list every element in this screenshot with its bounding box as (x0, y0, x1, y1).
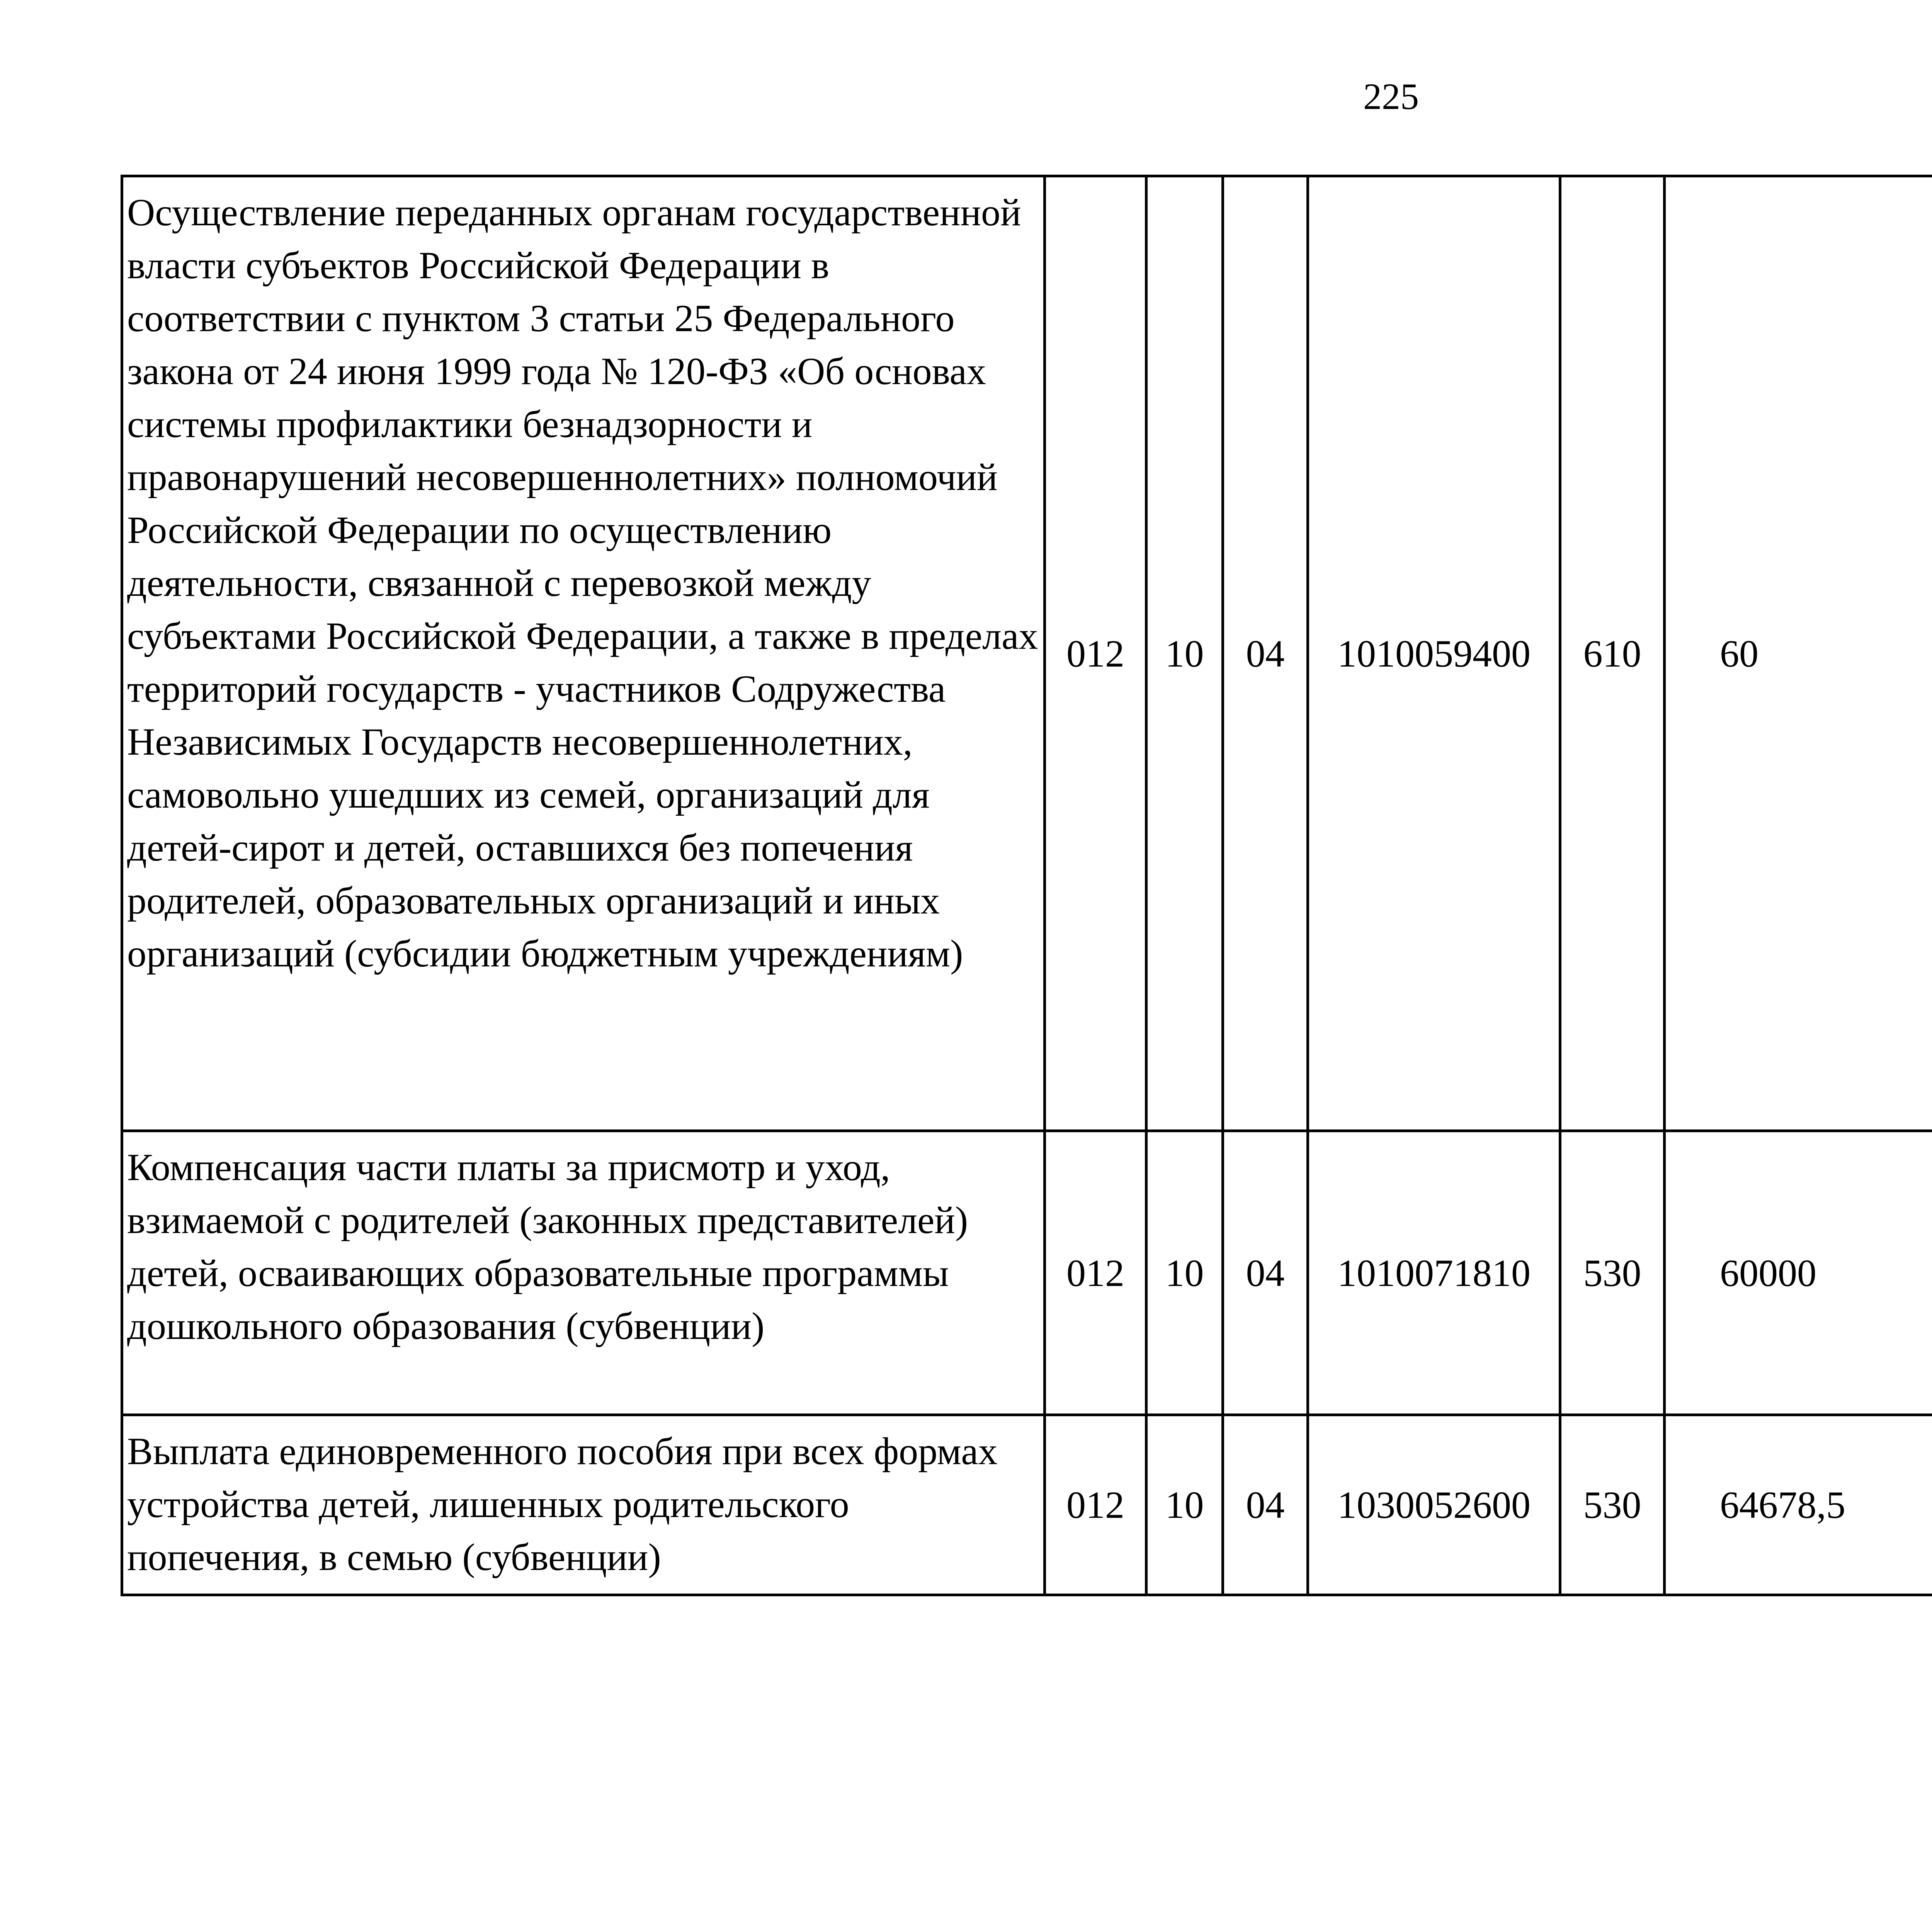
page-number: 225 (1363, 76, 1419, 117)
subsection-code: 04 (1223, 176, 1308, 1131)
ministry-code: 012 (1045, 1415, 1146, 1595)
row-description: Осуществление переданных органам государственной власти субъектов Российской Федерации в соответствии с пунктом 3 статьи 25 Федерального закона от 24 июня 1999 года № 120-ФЗ «Об основах системы профилактики безнадзорности и правонарушений несовершеннолетних» полномочий Российской Федерации по осуществлению деятельности, связанной с перевозкой между субъектами Российской Федерации, а также в пределах территорий государств - участников Содружества Независимых Государств несовершеннолетних, самовольно ушедших из семей, организаций для детей-сирот и детей, оставшихся без попечения родителей, образовательных организаций и иных организаций (субсидии бюджетным учреждениям) (122, 176, 1045, 1131)
expense-type-code: 610 (1560, 176, 1665, 1131)
target-article-code: 1010071810 (1308, 1131, 1560, 1415)
amount-year-1: 60 (1665, 176, 1932, 1131)
table-row (122, 1131, 1932, 1415)
subsection-code: 04 (1223, 1415, 1308, 1595)
table-row (122, 1415, 1932, 1595)
subsection-code: 04 (1223, 1131, 1308, 1415)
row-description: Выплата единовременного пособия при всех формах устройства детей, лишенных родительского попечения, в семью (субвенции) (122, 1415, 1045, 1595)
ministry-code: 012 (1045, 1131, 1146, 1415)
amount-year-1: 64678,5 (1665, 1415, 1932, 1595)
expense-type-code: 530 (1560, 1131, 1665, 1415)
expense-type-code: 530 (1560, 1415, 1665, 1595)
target-article-code: 1010059400 (1308, 176, 1560, 1131)
section-code: 10 (1146, 1131, 1223, 1415)
budget-table (121, 175, 1932, 1596)
target-article-code: 1030052600 (1308, 1415, 1560, 1595)
table-row (122, 176, 1932, 1131)
row-description: Компенсация части платы за присмотр и уход, взимаемой с родителей (законных представителей) детей, осваивающих образовательные программы дошкольного образования (субвенции) (122, 1131, 1045, 1415)
ministry-code: 012 (1045, 176, 1146, 1131)
section-code: 10 (1146, 1415, 1223, 1595)
section-code: 10 (1146, 176, 1223, 1131)
amount-year-1: 60000 (1665, 1131, 1932, 1415)
